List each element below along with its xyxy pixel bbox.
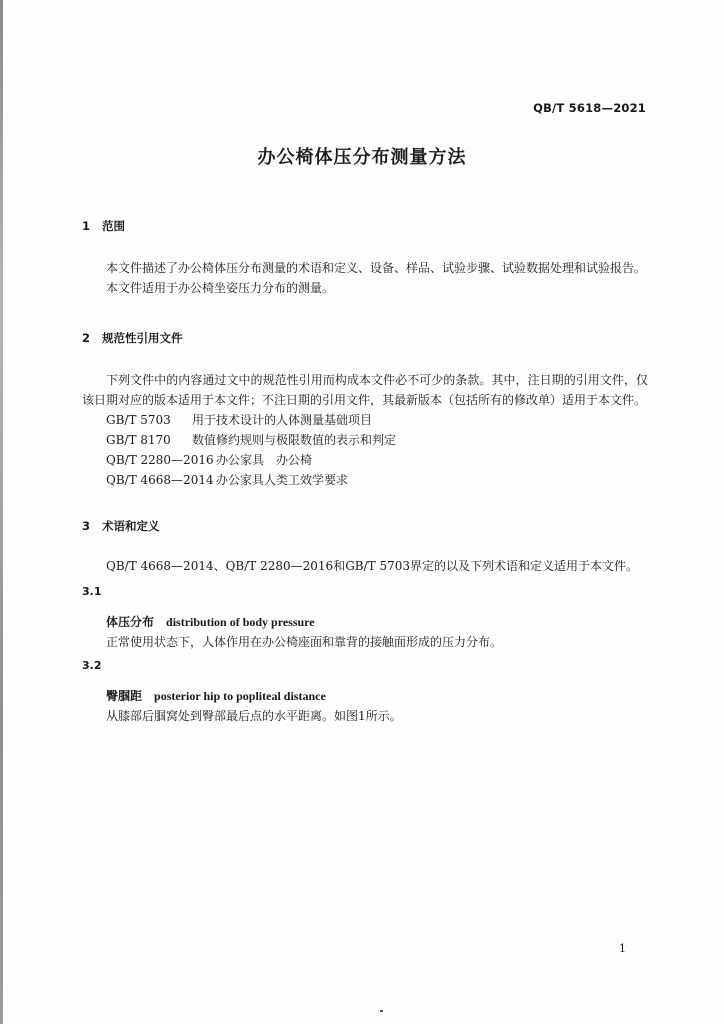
term-en: distribution of body pressure [166, 615, 315, 629]
term-heading [82, 612, 648, 632]
reference-item [82, 450, 648, 470]
reference-title: 办公家具人类工效学要求 [216, 473, 349, 487]
term-zh: 臀腘距 [106, 689, 143, 703]
term-3-2 [82, 686, 648, 726]
section-title: 范围 [102, 219, 125, 233]
section-3-heading [82, 518, 648, 534]
term-zh: 体压分布 [106, 615, 155, 629]
term-definition: 从膝部后腘窝处到臀部最后点的水平距离。如图1所示。 [106, 709, 402, 723]
reference-code: GB/T 8170 [106, 433, 171, 447]
term-definition: 正常使用状态下，人体作用在办公椅座面和靠背的接触面形成的压力分布。 [106, 635, 503, 649]
term-en: posterior hip to popliteal distance [154, 689, 326, 703]
paragraph: 下列文件中的内容通过文中的规范性引用而构成本文件必不可少的条款。其中，注日期的引用文件，仅该日期对应的版本适用于本文件；不注日期的引用文件，其最新版本（包括所有的修改单）适用于本文件。 [82, 373, 648, 407]
reference-title: 办公家具 办公椅 [216, 453, 313, 467]
page-number: 1 [619, 942, 626, 955]
term-3-1 [82, 612, 648, 652]
reference-code: QB/T 2280—2016 [106, 453, 214, 467]
term-3-2-number: 3.2 [82, 659, 102, 672]
section-title: 规范性引用文件 [102, 331, 183, 345]
document-code: QB/T 5618—2021 [533, 101, 646, 115]
document-title: 办公椅体压分布测量方法 [257, 147, 467, 168]
section-1-heading [82, 218, 648, 234]
reference-item [82, 430, 648, 450]
term-heading [82, 686, 648, 706]
reference-code: GB/T 5703 [106, 413, 171, 427]
section-title: 术语和定义 [102, 519, 160, 533]
term-3-1-number: 3.1 [82, 585, 102, 598]
section-1-body [82, 258, 648, 298]
section-3-intro [82, 556, 648, 576]
scan-speck [380, 1010, 383, 1012]
paragraph: QB/T 4668—2014、QB/T 2280—2016和GB/T 5703界定的以及下列术语和定义适用于本文件。 [106, 559, 638, 573]
section-2-heading [82, 330, 648, 346]
reference-title: 用于技术设计的人体测量基础项目 [192, 413, 373, 427]
paragraph: 本文件描述了办公椅体压分布测量的术语和定义、设备、样品、试验步骤、试验数据处理和试验报告。 [106, 261, 647, 275]
reference-title: 数值修约规则与极限数值的表示和判定 [192, 433, 397, 447]
reference-item [82, 470, 648, 490]
section-number: 2 [82, 331, 91, 345]
reference-code: QB/T 4668—2014 [106, 473, 214, 487]
section-2-body [82, 370, 648, 490]
section-number: 3 [82, 519, 91, 533]
reference-item [82, 410, 648, 430]
paragraph: 本文件适用于办公椅坐姿压力分布的测量。 [106, 281, 335, 295]
section-number: 1 [82, 219, 91, 233]
